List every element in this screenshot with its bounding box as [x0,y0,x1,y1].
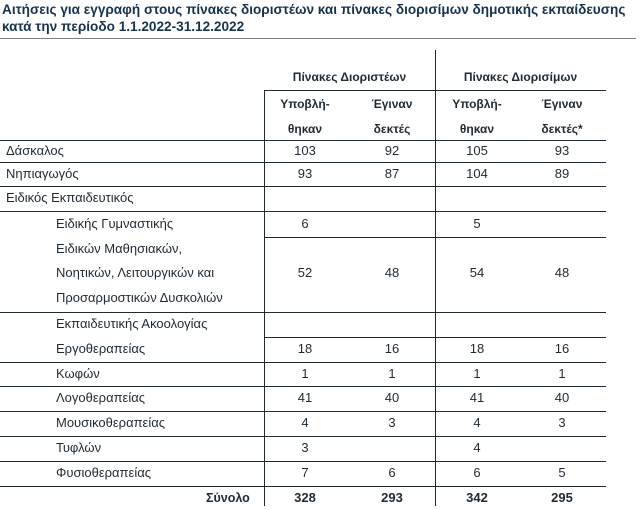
row-label-fysiotherapeias: Φυσιοθεραπείας [56,465,151,480]
cell-value: 41 [469,390,485,405]
cell-value: 92 [384,143,400,158]
col-header-line: θηκαν [287,122,323,136]
row-label-mathisiakon-3: Προσαρμοστικών Δυσκολιών [56,290,223,305]
row-label-ergotherapeias: Εργοθεραπείας [56,341,146,356]
row-label-akoologias: Εκπαιδευτικής Ακοολογίας [56,316,208,331]
cell-value: 48 [384,265,400,280]
row-line-2 [0,186,606,187]
total-label: Σύνολο [206,491,250,505]
cell-value: 93 [554,143,570,158]
cell-value: 18 [297,341,313,356]
title-line-2: κατά την περίοδο 1.1.2022-31.12.2022 [2,19,245,34]
header-underline-1 [264,90,606,91]
group-header-diorisτeon: Πίνακες Διοριστέων [292,70,407,84]
col-header-line: Υποβλή- [452,97,502,111]
row-line-9 [0,411,606,412]
cell-value: 6 [388,465,396,480]
cell-value: 103 [294,143,316,158]
cell-value: 4 [473,440,481,455]
col-header-accepted-2 [532,96,592,137]
row-line-4 [264,237,606,238]
cell-value: 40 [384,390,400,405]
table-vline-group [435,50,436,506]
cell-value: 6 [301,216,309,231]
cell-value: 48 [554,265,570,280]
cell-value: 16 [384,341,400,356]
row-line-3 [0,211,606,212]
page-title [2,1,638,35]
row-line-12 [0,486,606,487]
cell-value: 1 [301,366,309,381]
row-line-7 [0,362,606,363]
cell-value: 4 [473,415,481,430]
row-line-5 [0,312,606,313]
col-header-line: Έγιναν [371,97,413,111]
row-label-mathisiakon-2: Νοητικών, Λειτουργικών και [56,265,215,280]
cell-value: 18 [469,341,485,356]
cell-value: 41 [297,390,313,405]
total-value: 328 [294,490,316,505]
row-label-mathisiakon-1: Ειδικών Μαθησιακών, [56,241,183,256]
cell-value: 16 [554,341,570,356]
row-label-tyflon: Τυφλών [56,440,102,455]
row-line-0 [0,140,606,141]
col-header-submitted-1 [275,96,335,137]
cell-value: 4 [301,415,309,430]
cell-value: 3 [558,415,566,430]
cell-value: 3 [301,440,309,455]
col-header-submitted-2 [447,96,507,137]
cell-value: 1 [388,366,396,381]
cell-value: 104 [466,166,488,181]
cell-value: 52 [297,265,313,280]
cell-value: 54 [469,265,485,280]
total-value: 342 [466,490,488,505]
col-header-line: δεκτές [373,122,411,136]
table-vline-label [264,90,265,506]
row-line-11 [0,461,606,462]
cell-value: 40 [554,390,570,405]
row-line-1 [0,162,606,163]
cell-value: 5 [558,465,566,480]
row-label-mousikotherapeias: Μουσικοθεραπείας [56,415,166,430]
row-line-8 [0,386,606,387]
col-header-line: δεκτές* [541,122,583,136]
cell-value: 7 [301,465,309,480]
cell-value: 105 [466,143,488,158]
group-header-diorisimon: Πίνακες Διορισίμων [463,70,578,84]
cell-value: 93 [297,166,313,181]
cell-value: 6 [473,465,481,480]
row-label-kofon: Κωφών [56,366,100,381]
row-label-daskalos: Δάσκαλος [6,143,64,158]
col-header-line: Υποβλή- [280,97,330,111]
row-label-nipiagogos: Νηπιαγωγός [6,166,79,181]
cell-value: 3 [388,415,396,430]
title-line-1: Αιτήσεις για εγγραφή στους πίνακες διοριστέων και πίνακες διορισίμων δημοτικής εκπαίδευσης [2,2,626,17]
row-label-eidikos: Ειδικός Εκπαιδευτικός [6,190,134,205]
total-value: 295 [551,490,573,505]
cell-value: 5 [473,216,481,231]
col-header-accepted-1 [362,96,422,137]
title-divider [0,38,636,39]
col-header-line: Έγιναν [541,97,583,111]
row-line-10 [0,436,606,437]
row-line-6 [264,337,606,338]
total-value: 293 [381,490,403,505]
cell-value: 87 [384,166,400,181]
cell-value: 1 [558,366,566,381]
row-label-gymnastikis: Ειδικής Γυμναστικής [56,216,174,231]
cell-value: 89 [554,166,570,181]
row-label-logotherapeias: Λογοθεραπείας [56,390,146,405]
cell-value: 1 [473,366,481,381]
col-header-line: θηκαν [459,122,495,136]
